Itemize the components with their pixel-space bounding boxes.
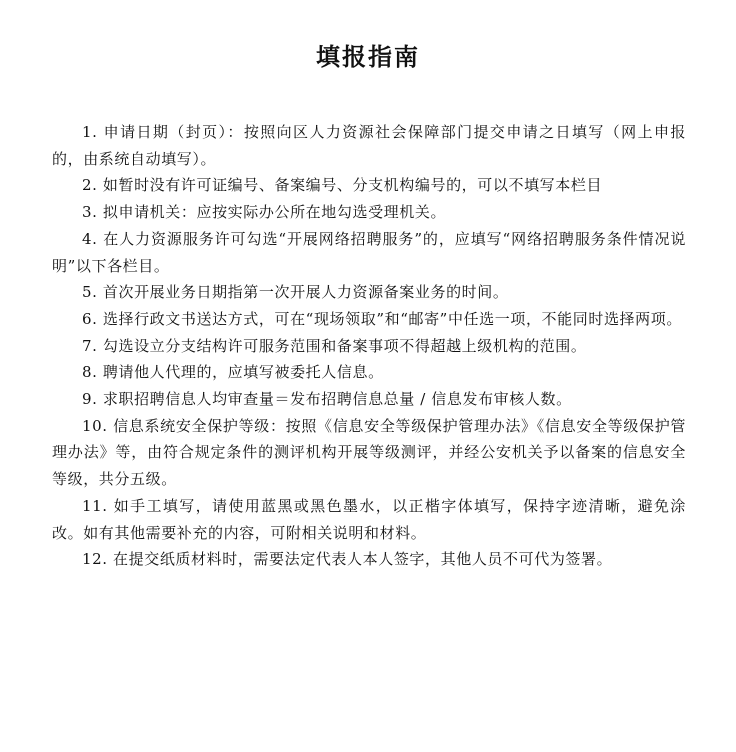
guide-list xyxy=(52,119,686,573)
guide-item-7: 7. 勾选设立分支结构许可服务范围和备案事项不得超越上级机构的范围。 xyxy=(82,336,587,355)
guide-item-2: 2. 如暂时没有许可证编号、备案编号、分支机构编号的，可以不填写本栏目 xyxy=(82,176,603,195)
guide-item-9: 9. 求职招聘信息人均审查量＝发布招聘信息总量 / 信息发布审核人数。 xyxy=(82,390,572,409)
guide-item-10: 10. 信息系统安全保护等级：按照《信息安全等级保护管理办法》《信息安全等级保护管理办法》等，由符合规定条件的测评机构开展等级测评，并经公安机关予以备案的信息安全等级，共分五级。 xyxy=(52,416,686,489)
guide-item-11: 11. 如手工填写，请使用蓝黑或黑色墨水，以正楷字体填写，保持字迹清晰，避免涂改。如有其他需要补充的内容，可附相关说明和材料。 xyxy=(52,496,686,542)
guide-item-12: 12. 在提交纸质材料时，需要法定代表人本人签字，其他人员不可代为签署。 xyxy=(82,550,613,569)
guide-item-6: 6. 选择行政文书送达方式，可在“现场领取”和“邮寄”中任选一项，不能同时选择两项。 xyxy=(82,309,682,328)
guide-item-5: 5. 首次开展业务日期指第一次开展人力资源备案业务的时间。 xyxy=(82,283,509,302)
guide-item-1: 1. 申请日期（封页）：按照向区人力资源社会保障部门提交申请之日填写（网上申报的，由系统自动填写）。 xyxy=(52,123,686,168)
guide-item-8: 8. 聘请他人代理的，应填写被委托人信息。 xyxy=(82,363,384,382)
page-title: 填报指南 xyxy=(316,43,420,71)
guide-item-3: 3. 拟申请机关：应按实际办公所在地勾选受理机关。 xyxy=(82,203,447,222)
guide-item-4: 4. 在人力资源服务许可勾选“开展网络招聘服务”的，应填写“网络招聘服务条件情况说明”以下各栏目。 xyxy=(52,229,686,275)
